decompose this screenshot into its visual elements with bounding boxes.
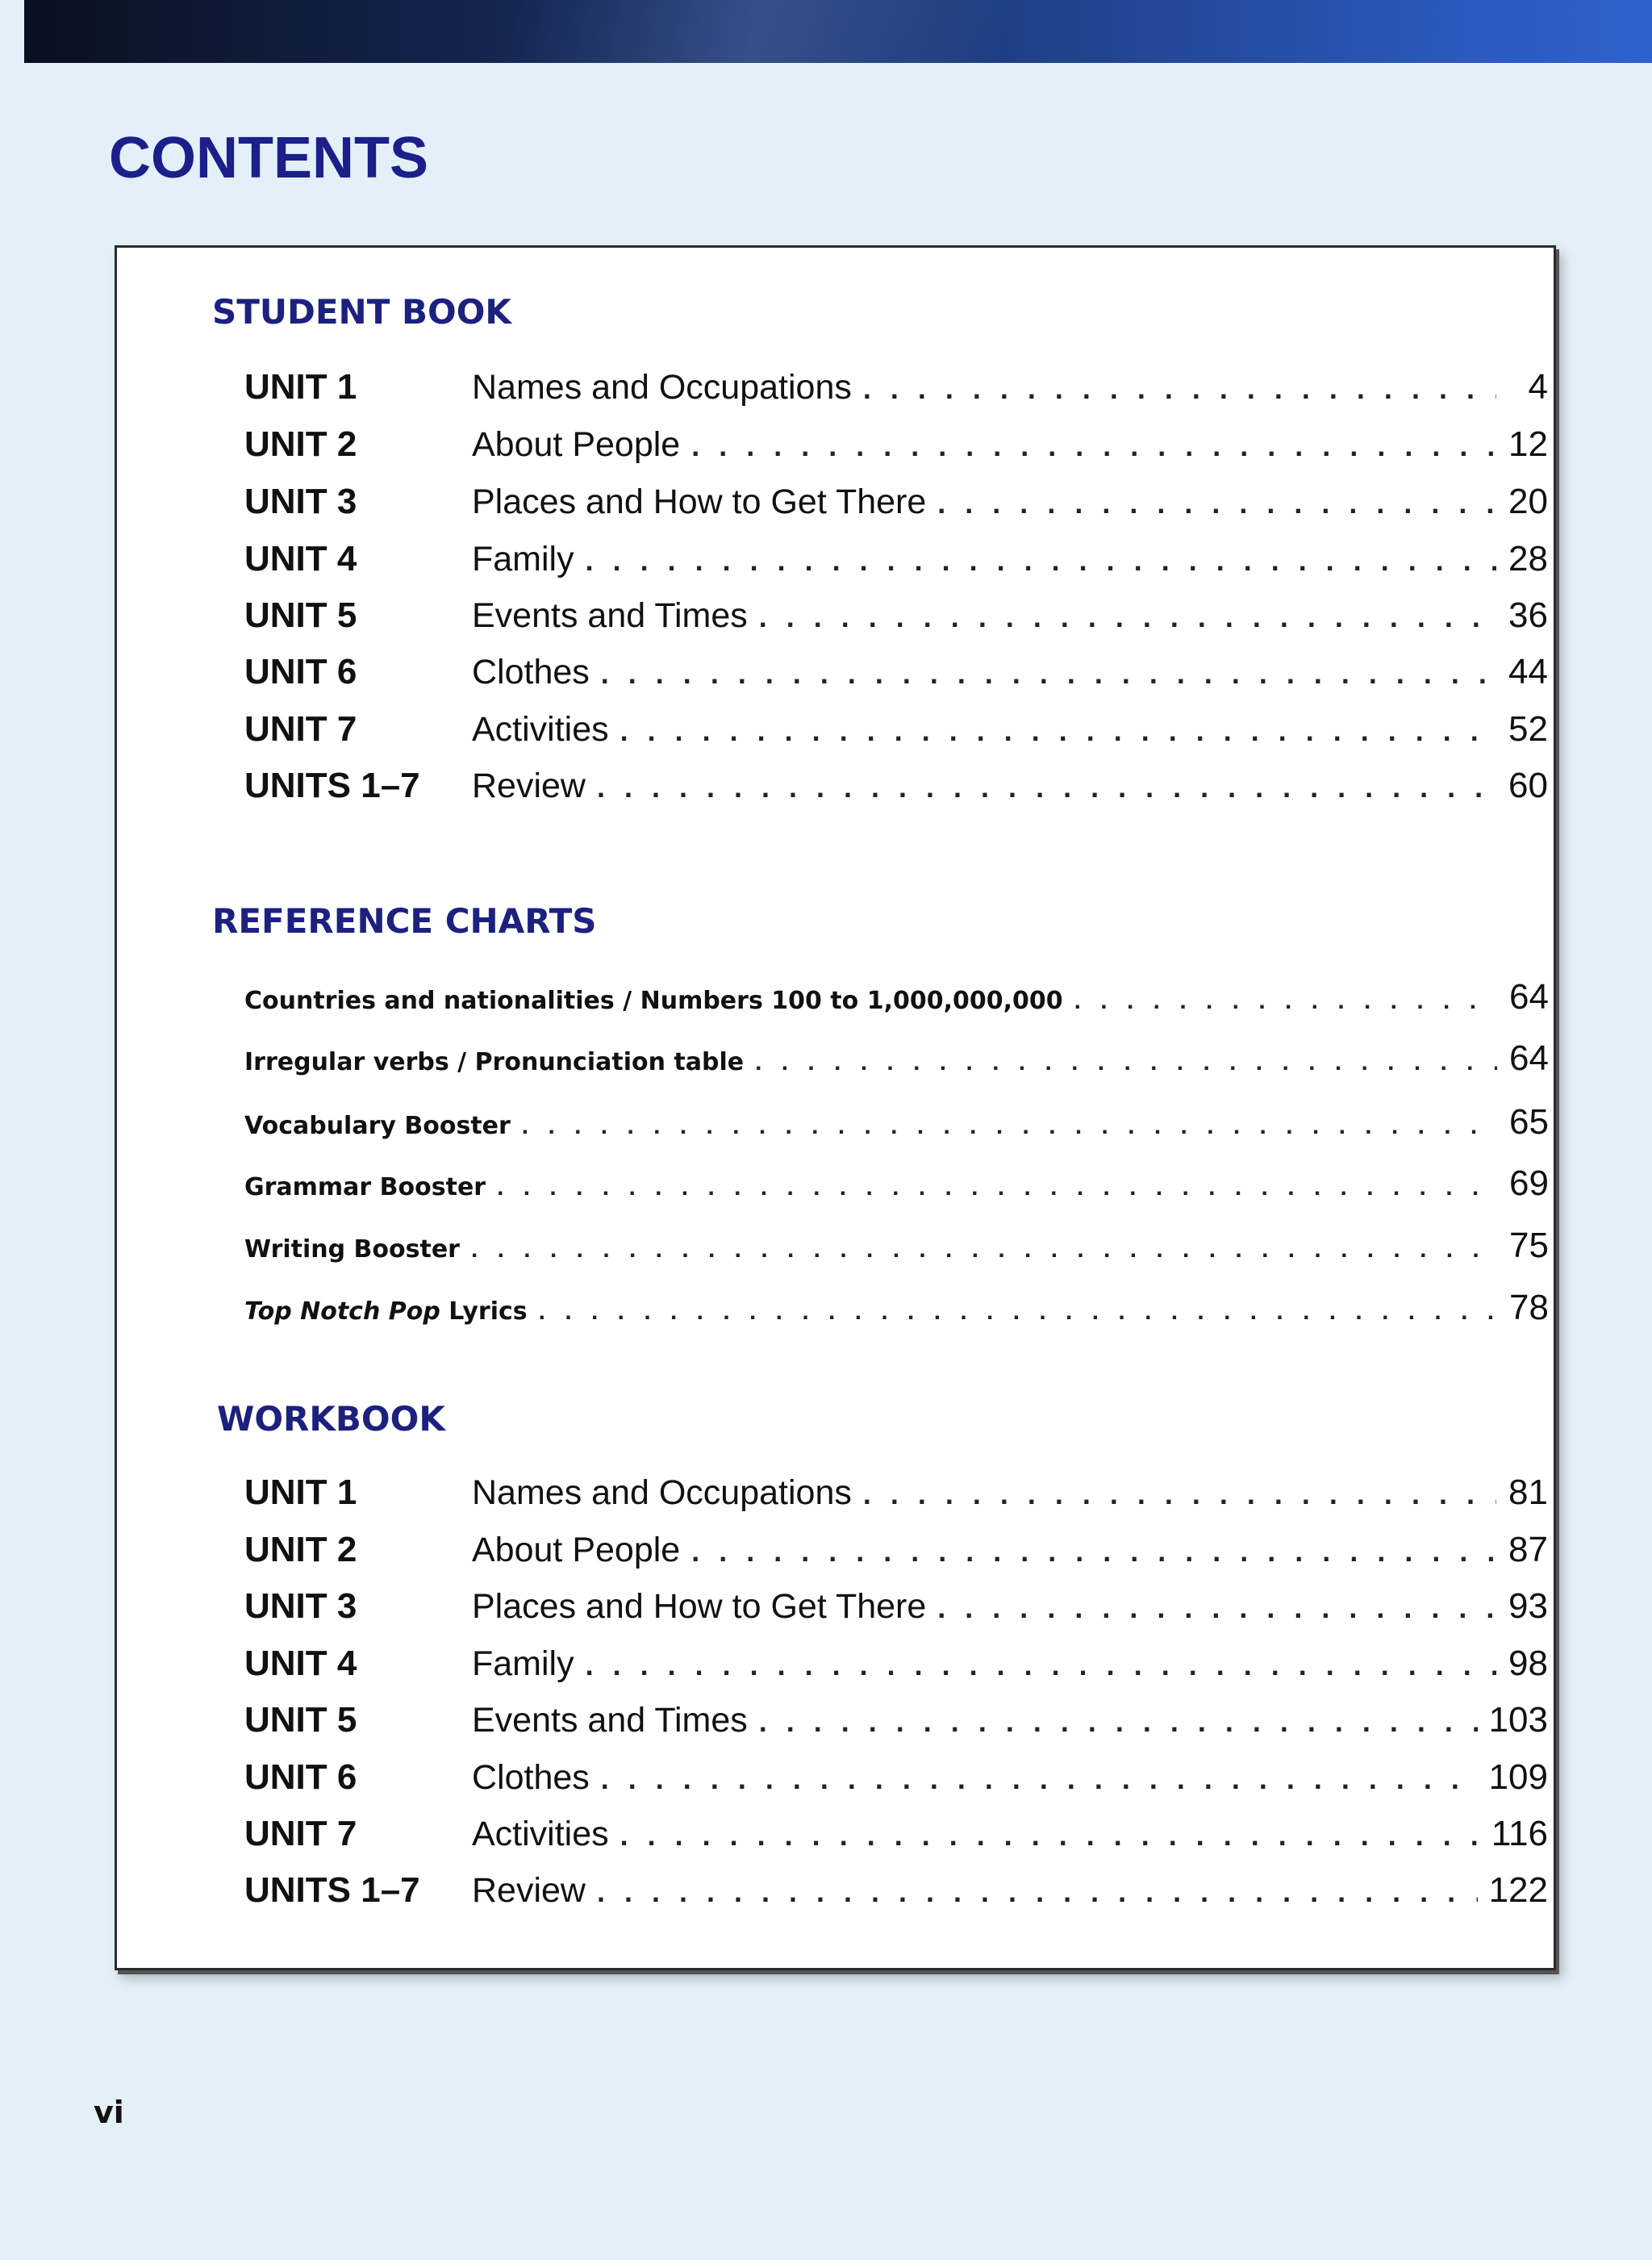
reference-title: Irregular verbs / Pronunciation table bbox=[244, 1048, 745, 1076]
page-number: 87 bbox=[1508, 1530, 1548, 1569]
unit-title: Places and How to Get There bbox=[472, 1587, 927, 1626]
page-folio: vi bbox=[94, 2095, 124, 2130]
unit-title: Review bbox=[472, 767, 586, 805]
unit-title: Names and Occupations bbox=[472, 368, 852, 407]
page-title: CONTENTS bbox=[109, 126, 428, 190]
page-number: 103 bbox=[1488, 1700, 1548, 1740]
student-book-heading: STUDENT BOOK bbox=[212, 292, 511, 332]
dot-leader bbox=[759, 1705, 1478, 1739]
toc-entry[interactable] bbox=[244, 1814, 1548, 1870]
page-number: 4 bbox=[1528, 367, 1548, 407]
page-number: 64 bbox=[1509, 977, 1549, 1017]
reference-title: Grammar Booster bbox=[244, 1173, 486, 1201]
unit-title: Family bbox=[472, 540, 574, 579]
toc-entry[interactable] bbox=[244, 482, 1548, 538]
page-number: 98 bbox=[1508, 1644, 1548, 1683]
toc-entry[interactable] bbox=[244, 1038, 1549, 1087]
unit-title: Events and Times bbox=[472, 596, 748, 635]
unit-number: UNIT 5 bbox=[244, 1700, 357, 1740]
toc-entry[interactable] bbox=[244, 1870, 1548, 1927]
unit-title: Names and Occupations bbox=[472, 1473, 852, 1512]
dot-leader bbox=[691, 429, 1496, 463]
dot-leader bbox=[755, 1049, 1497, 1076]
reference-title: Writing Booster bbox=[244, 1235, 460, 1264]
unit-title: About People bbox=[472, 425, 681, 464]
unit-number: UNIT 7 bbox=[244, 709, 357, 749]
unit-number: UNIT 2 bbox=[244, 1530, 357, 1569]
page-number: 122 bbox=[1488, 1870, 1548, 1910]
unit-title: Events and Times bbox=[472, 1701, 748, 1740]
unit-title: Clothes bbox=[472, 653, 590, 691]
page-number: 69 bbox=[1509, 1163, 1549, 1203]
toc-entry[interactable] bbox=[244, 1530, 1548, 1586]
toc-entry[interactable] bbox=[244, 652, 1548, 708]
reference-charts-heading: REFERENCE CHARTS bbox=[212, 901, 597, 941]
dot-leader bbox=[759, 600, 1496, 634]
toc-entry[interactable] bbox=[244, 424, 1548, 481]
reference-title: Vocabulary Booster bbox=[244, 1112, 511, 1140]
page-number: 93 bbox=[1508, 1586, 1548, 1626]
dot-leader bbox=[620, 1819, 1480, 1853]
contents-panel bbox=[115, 245, 1556, 1970]
unit-title: About People bbox=[472, 1531, 681, 1569]
toc-entry[interactable] bbox=[244, 977, 1549, 1026]
dot-leader bbox=[1074, 988, 1497, 1015]
workbook-heading: WORKBOOK bbox=[217, 1399, 445, 1439]
unit-number: UNIT 2 bbox=[244, 424, 357, 464]
unit-number: UNIT 7 bbox=[244, 1814, 357, 1853]
page-number: 78 bbox=[1509, 1288, 1549, 1327]
toc-entry[interactable] bbox=[244, 1226, 1549, 1274]
page-number: 44 bbox=[1508, 652, 1548, 691]
unit-title: Places and How to Get There bbox=[472, 482, 927, 521]
dot-leader bbox=[539, 1298, 1497, 1326]
header-banner-sheen bbox=[24, 0, 1652, 63]
toc-entry[interactable] bbox=[244, 709, 1548, 766]
dot-leader bbox=[691, 1535, 1496, 1569]
page-number: 12 bbox=[1508, 424, 1548, 464]
dot-leader bbox=[620, 714, 1496, 748]
toc-entry[interactable] bbox=[244, 367, 1548, 424]
toc-entry[interactable] bbox=[244, 1288, 1549, 1336]
page-number: 52 bbox=[1508, 709, 1548, 749]
dot-leader bbox=[586, 1648, 1496, 1682]
dot-leader bbox=[597, 771, 1496, 804]
unit-number: UNIT 1 bbox=[244, 1473, 357, 1512]
reference-title: Countries and nationalities / Numbers 100 to 1,000,000,000 bbox=[244, 987, 1063, 1015]
header-banner bbox=[24, 0, 1652, 63]
toc-entry[interactable] bbox=[244, 1700, 1548, 1757]
toc-entry[interactable] bbox=[244, 1163, 1549, 1212]
dot-leader bbox=[586, 544, 1496, 578]
page-number: 64 bbox=[1509, 1038, 1549, 1078]
dot-leader bbox=[597, 1875, 1478, 1909]
unit-number: UNITS 1–7 bbox=[244, 766, 420, 805]
toc-entry[interactable] bbox=[244, 595, 1548, 652]
dot-leader bbox=[937, 487, 1496, 520]
page-number: 36 bbox=[1508, 595, 1548, 635]
toc-entry[interactable] bbox=[244, 539, 1548, 595]
page-number: 20 bbox=[1508, 482, 1548, 521]
unit-number: UNIT 4 bbox=[244, 539, 357, 579]
unit-number: UNITS 1–7 bbox=[244, 1870, 420, 1910]
page-number: 75 bbox=[1509, 1226, 1549, 1265]
toc-entry[interactable] bbox=[244, 1473, 1548, 1529]
toc-entry[interactable] bbox=[244, 1757, 1548, 1814]
dot-leader bbox=[497, 1174, 1497, 1201]
dot-leader bbox=[863, 372, 1496, 406]
reference-title bbox=[244, 1297, 528, 1326]
dot-leader bbox=[471, 1236, 1497, 1264]
unit-number: UNIT 3 bbox=[244, 482, 357, 521]
page-number: 28 bbox=[1508, 539, 1548, 579]
unit-title: Family bbox=[472, 1644, 574, 1683]
page-number: 81 bbox=[1508, 1473, 1548, 1512]
dot-leader bbox=[863, 1477, 1496, 1511]
dot-leader bbox=[522, 1113, 1497, 1140]
page-number: 116 bbox=[1491, 1814, 1548, 1853]
page-number: 109 bbox=[1488, 1757, 1548, 1797]
unit-number: UNIT 6 bbox=[244, 1757, 357, 1797]
toc-entry[interactable] bbox=[244, 1586, 1548, 1643]
unit-title: Review bbox=[472, 1871, 586, 1910]
page-number: 65 bbox=[1509, 1102, 1549, 1142]
dot-leader bbox=[601, 657, 1496, 691]
reference-title-rest: Lyrics bbox=[440, 1297, 528, 1326]
unit-number: UNIT 4 bbox=[244, 1644, 357, 1683]
page-number: 60 bbox=[1508, 766, 1548, 805]
unit-number: UNIT 3 bbox=[244, 1586, 357, 1626]
unit-title: Clothes bbox=[472, 1758, 590, 1797]
unit-number: UNIT 1 bbox=[244, 367, 357, 407]
unit-number: UNIT 6 bbox=[244, 652, 357, 691]
dot-leader bbox=[937, 1591, 1496, 1625]
reference-title-italic: Top Notch Pop bbox=[244, 1297, 440, 1326]
unit-title: Activities bbox=[472, 1815, 609, 1853]
toc-entry[interactable] bbox=[244, 1102, 1549, 1151]
dot-leader bbox=[601, 1762, 1478, 1796]
unit-number: UNIT 5 bbox=[244, 595, 357, 635]
toc-entry[interactable] bbox=[244, 1644, 1548, 1700]
unit-title: Activities bbox=[472, 710, 609, 749]
toc-entry[interactable] bbox=[244, 766, 1548, 822]
